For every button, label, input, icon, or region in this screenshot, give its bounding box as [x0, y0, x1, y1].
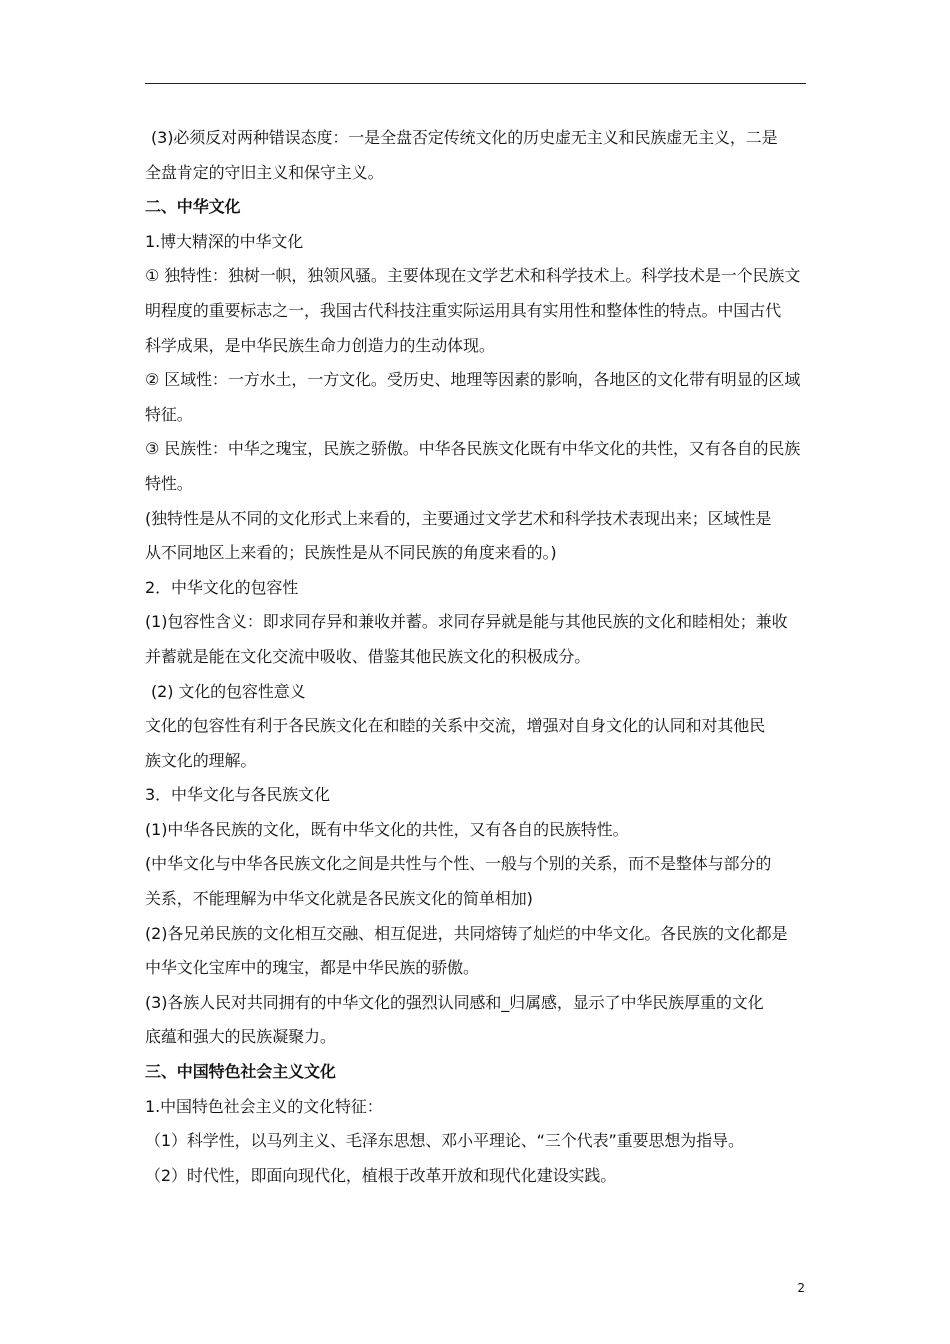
- text-line: ① 独特性：独树一帜，独领风骚。主要体现在文学艺术和科学技术上。科学技术是一个民族文: [145, 266, 801, 286]
- text-line: 并蓄就是能在文化交流中吸收、借鉴其他民族文化的积极成分。: [145, 646, 591, 666]
- document-body: [145, 121, 810, 1193]
- text-line: 科学成果，是中华民族生命力创造力的生动体现。: [145, 335, 495, 355]
- text-line: 全盘肯定的守旧主义和保守主义。: [145, 162, 384, 182]
- text-line: 族文化的理解。: [145, 750, 257, 770]
- header-rule: [145, 83, 806, 84]
- text-line: 关系，不能理解为中华文化就是各民族文化的简单相加): [145, 889, 533, 909]
- section-heading: 二、中华文化: [145, 197, 241, 217]
- text-line: (1)中华各民族的文化，既有中华文化的共性，又有各自的民族特性。: [145, 819, 629, 839]
- text-line: 明程度的重要标志之一，我国古代科技注重实际运用具有实用性和整体性的特点。中国古代: [145, 300, 782, 320]
- text-line: 底蕴和强大的民族凝聚力。: [145, 1027, 336, 1047]
- text-line: (3)各族人民对共同拥有的中华文化的强烈认同感和_归属感，显示了中华民族厚重的文化: [145, 992, 764, 1012]
- section-heading: 三、中国特色社会主义文化: [145, 1062, 336, 1082]
- text-line: 1.博大精深的中华文化: [145, 231, 304, 251]
- text-line: (2)各兄弟民族的文化相互交融、相互促进，共同熔铸了灿烂的中华文化。各民族的文化都是: [145, 923, 788, 943]
- text-line: 中华文化宝库中的瑰宝，都是中华民族的骄傲。: [145, 958, 479, 978]
- text-line: ③ 民族性：中华之瑰宝，民族之骄傲。中华各民族文化既有中华文化的共性，又有各自的民族: [145, 439, 801, 459]
- text-line: （1）科学性，以马列主义、毛泽东思想、邓小平理论、“三个代表”重要思想为指导。: [145, 1131, 744, 1151]
- text-line: 1.中国特色社会主义的文化特征：: [145, 1096, 383, 1116]
- text-line: (独特性是从不同的文化形式上来看的，主要通过文学艺术和科学技术表现出来；区域性是: [145, 508, 772, 528]
- text-line: 3．中华文化与各民族文化: [145, 785, 330, 805]
- text-line: (1)包容性含义：即求同存异和兼收并蓄。求同存异就是能与其他民族的文化和睦相处；兼收: [145, 612, 788, 632]
- text-line: (3)必须反对两种错误态度：一是全盘否定传统文化的历史虚无主义和民族虚无主义，二是: [151, 128, 778, 147]
- text-line: 文化的包容性有利于各民族文化在和睦的关系中交流，增强对自身文化的认同和对其他民: [145, 716, 766, 736]
- text-line: (中华文化与中华各民族文化之间是共性与个性、一般与个别的关系，而不是整体与部分的: [145, 854, 772, 874]
- text-line: 特性。: [145, 473, 193, 493]
- text-line: 2．中华文化的包容性: [145, 577, 299, 597]
- text-line: (2) 文化的包容性意义: [151, 681, 306, 701]
- text-line: （2）时代性，即面向现代化，植根于改革开放和现代化建设实践。: [145, 1165, 617, 1185]
- text-line: 从不同地区上来看的；民族性是从不同民族的角度来看的。): [145, 543, 557, 563]
- text-line: 特征。: [145, 404, 193, 424]
- text-line: ② 区域性：一方水土，一方文化。受历史、地理等因素的影响，各地区的文化带有明显的区域: [145, 370, 801, 390]
- page-number: 2: [797, 1281, 805, 1295]
